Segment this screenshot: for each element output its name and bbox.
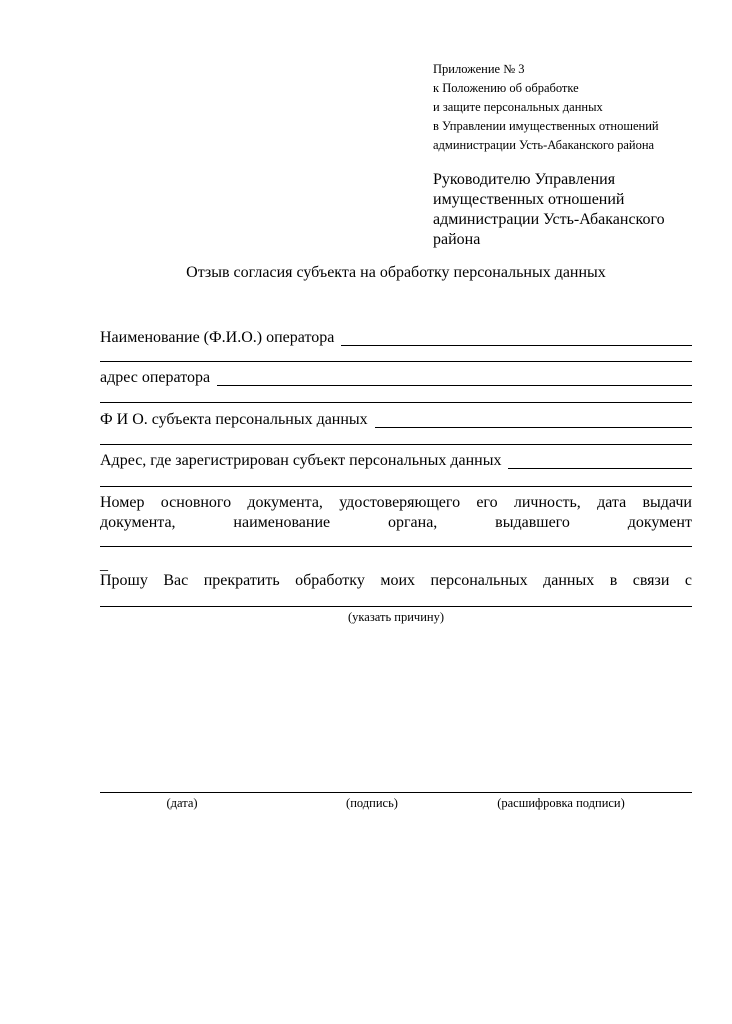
word: с — [684, 572, 692, 589]
operator-address-continuation-line — [100, 402, 692, 403]
annex-line: администрации Усть-Абаканского района — [433, 138, 655, 152]
reason-fill-line — [100, 606, 692, 607]
annex-line: к Положению об обработке — [433, 81, 579, 95]
subject-name-fill-line — [375, 411, 692, 428]
operator-address-field — [100, 369, 692, 386]
addressee-line: района — [433, 231, 481, 248]
operator-name-label: Наименование (Ф.И.О.) оператора — [100, 329, 335, 346]
word: Вас — [163, 572, 189, 589]
word: документа, — [100, 514, 176, 531]
signature-caption: (подпись) — [346, 796, 398, 810]
document-info-continuation-line — [100, 546, 692, 547]
operator-name-field — [100, 329, 692, 346]
request-line — [100, 572, 692, 589]
date-caption: (дата) — [166, 796, 198, 810]
word: данных — [543, 572, 595, 589]
annex-line: и защите персональных данных — [433, 100, 603, 114]
operator-address-fill-line — [217, 369, 692, 386]
word: персональных — [430, 572, 528, 589]
subject-address-field — [100, 452, 692, 469]
orphan-underscore: _ — [100, 556, 108, 573]
document-info-line-2 — [100, 514, 692, 531]
word: моих — [380, 572, 415, 589]
word: документа, — [247, 494, 323, 511]
word: в — [609, 572, 618, 589]
operator-name-fill-line — [341, 329, 692, 346]
word: основного — [160, 494, 232, 511]
document-title: Отзыв согласия субъекта на обработку персональных данных — [186, 264, 606, 281]
word: Номер — [100, 494, 145, 511]
annex-line: в Управлении имущественных отношений — [433, 119, 659, 133]
word: удостоверяющего — [339, 494, 461, 511]
addressee-line: имущественных отношений — [433, 191, 625, 208]
word: прекратить — [203, 572, 280, 589]
subject-name-continuation-line — [100, 444, 692, 445]
word: выдачи — [642, 494, 692, 511]
subject-address-continuation-line — [100, 486, 692, 487]
subject-name-field — [100, 411, 692, 428]
signature-line — [100, 792, 692, 793]
word: органа, — [387, 514, 438, 531]
operator-name-continuation-line — [100, 361, 692, 362]
annex-line: Приложение № 3 — [433, 62, 525, 76]
addressee-line: администрации Усть-Абаканского — [433, 211, 665, 228]
subject-name-label: Ф И О. субъекта персональных данных — [100, 411, 368, 428]
word: наименование — [233, 514, 331, 531]
word: обработку — [295, 572, 365, 589]
reason-caption: (указать причину) — [347, 610, 444, 624]
word: связи — [632, 572, 670, 589]
form-body — [100, 0, 692, 1024]
addressee-line: Руководителю Управления — [433, 171, 616, 188]
word: его — [476, 494, 498, 511]
signature-name-caption: (расшифровка подписи) — [497, 796, 625, 810]
document-info-line-1 — [100, 494, 692, 511]
word: выдавшего — [495, 514, 570, 531]
subject-address-fill-line — [508, 452, 692, 469]
word: личность, — [513, 494, 581, 511]
word: дата — [597, 494, 627, 511]
word: документ — [627, 514, 692, 531]
word: Прошу — [100, 572, 148, 589]
subject-address-label: Адрес, где зарегистрирован субъект персональных данных — [100, 452, 502, 469]
operator-address-label: адрес оператора — [100, 369, 211, 386]
